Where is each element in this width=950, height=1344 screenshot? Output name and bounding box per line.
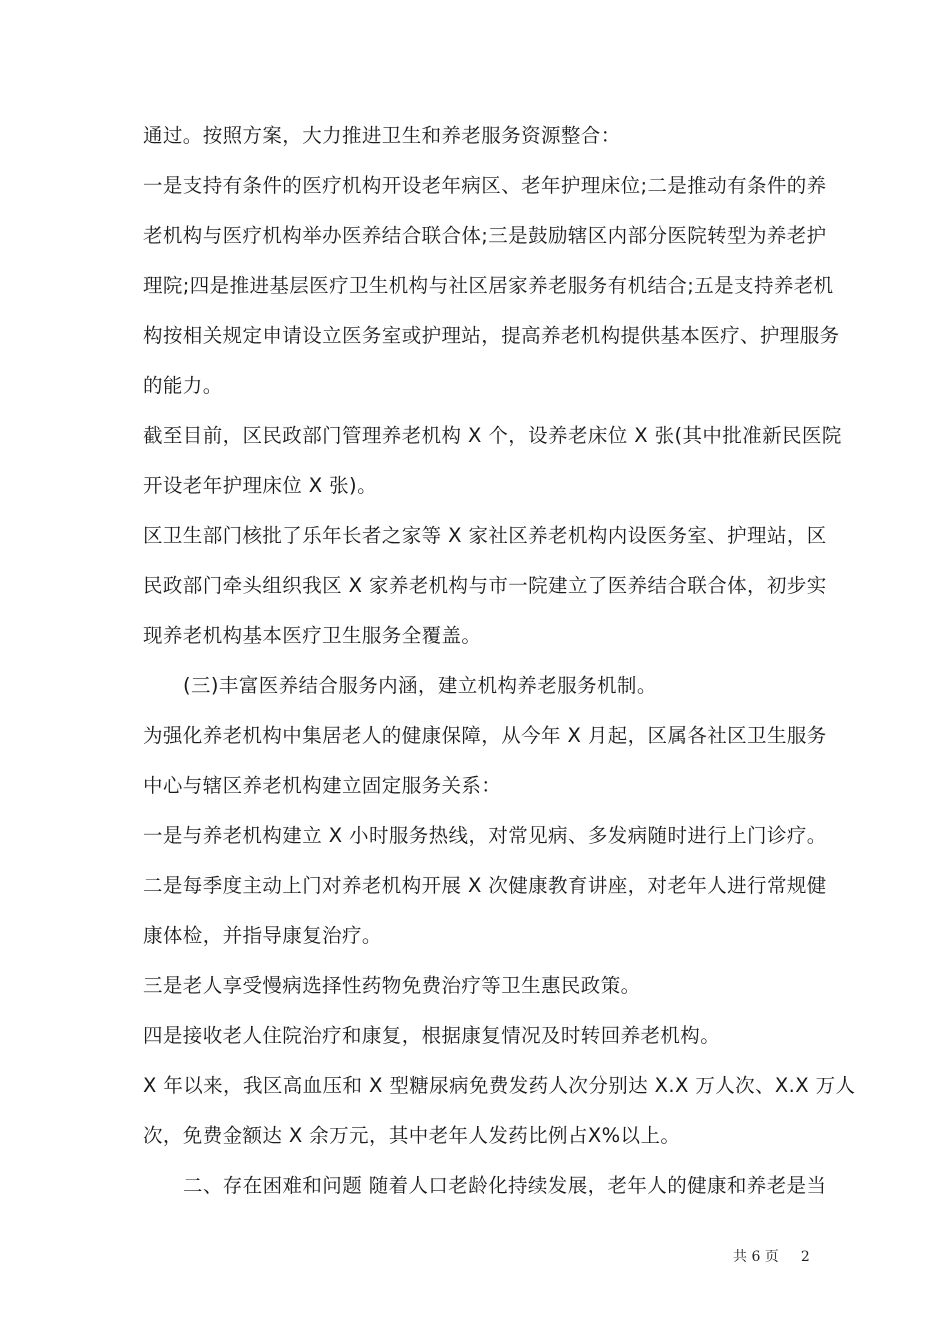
paragraph-line: 理院;四是推进基层医疗卫生机构与社区居家养老服务有机结合;五是支持养老机 (143, 274, 834, 297)
paragraph-line: 康体检，并指导康复治疗。 (143, 924, 382, 947)
section-heading: (三)丰富医养结合服务内涵，建立机构养老服务机制。 (183, 674, 657, 697)
paragraph-line: 老机构与医疗机构举办医养结合联合体;三是鼓励辖区内部分医院转型为养老护 (143, 224, 827, 247)
paragraph-line: 次，免费金额达 X 余万元，其中老年人发药比例占X%以上。 (143, 1124, 681, 1147)
paragraph-line: 区卫生部门核批了乐年长者之家等 X 家社区养老机构内设医务室、护理站，区 (143, 524, 827, 547)
paragraph-line: 中心与辖区养老机构建立固定服务关系： (143, 774, 502, 797)
paragraph-line: 为强化养老机构中集居老人的健康保障，从今年 X 月起，区属各社区卫生服务 (143, 724, 827, 747)
paragraph-line: 的能力。 (143, 374, 223, 397)
paragraph-line: 四是接收老人住院治疗和康复，根据康复情况及时转回养老机构。 (143, 1024, 721, 1047)
paragraph-line: 一是支持有条件的医疗机构开设老年病区、老年护理床位;二是推动有条件的养 (143, 174, 827, 197)
paragraph-line: X 年以来，我区高血压和 X 型糖尿病免费发药人次分别达 X.X 万人次、X.X 万人 (143, 1074, 856, 1097)
paragraph-line: 通过。按照方案，大力推进卫生和养老服务资源整合： (143, 124, 621, 147)
paragraph-line: 截至目前，区民政部门管理养老机构 X 个，设养老床位 X 张(其中批准新民医院 (143, 424, 842, 447)
paragraph-line: 民政部门牵头组织我区 X 家养老机构与市一院建立了医养结合联合体，初步实 (143, 574, 827, 597)
section-heading: 二、存在困难和问题 随着人口老龄化持续发展，老年人的健康和养老是当 (183, 1174, 827, 1197)
page-number: 2 (800, 1249, 810, 1265)
paragraph-line: 三是老人享受慢病选择性药物免费治疗等卫生惠民政策。 (143, 974, 641, 997)
paragraph-line: 一是与养老机构建立 X 小时服务热线，对常见病、多发病随时进行上门诊疗。 (143, 824, 827, 847)
total-pages-label: 共 6 页 (733, 1249, 779, 1265)
paragraph-line: 构按相关规定申请设立医务室或护理站，提高养老机构提供基本医疗、护理服务 (143, 324, 840, 347)
page-footer (733, 1247, 810, 1267)
paragraph-line: 现养老机构基本医疗卫生服务全覆盖。 (143, 624, 482, 647)
paragraph-line: 开设老年护理床位 X 张)。 (143, 474, 377, 497)
paragraph-line: 二是每季度主动上门对养老机构开展 X 次健康教育讲座，对老年人进行常规健 (143, 874, 827, 897)
